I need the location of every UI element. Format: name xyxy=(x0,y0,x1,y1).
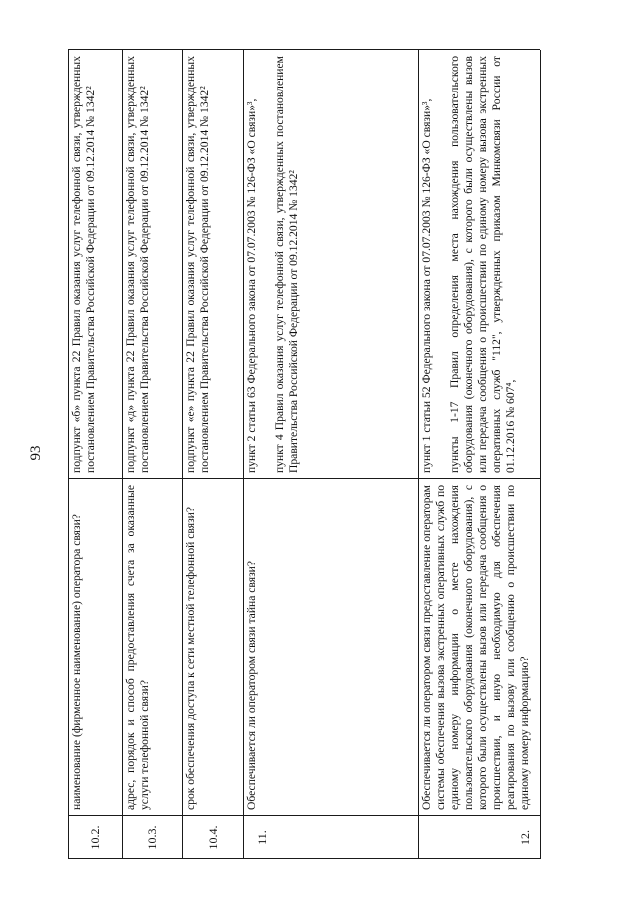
reference-text: подпункт «д» пункта 22 Правил оказания услуг телефонной связи, утвержденных постановлением Правительства Российской Федерации от 09.12.2014 № 1342² xyxy=(124,56,151,473)
reference-text: пункты 1-17 Правил определения места нахождения пользовательского оборудования (оконечного оборудования), с которого были осуществлены вызов или передача сообщения о происшествии по единому номеру вызова экстренных оперативных служб "112", утвержденных приказом Минкомсвязи России от 01.12.2016 № 607⁴, xyxy=(448,56,517,473)
row-reference xyxy=(182,50,243,479)
reference-text: пункт 2 статьи 63 Федерального закона от 07.07.2003 № 126-ФЗ «О связи»³, xyxy=(245,98,258,473)
row-question: срок обеспечения доступа к сети местной телефонной связи? xyxy=(184,506,197,810)
row-number: 12. xyxy=(518,830,532,845)
row-question: адрес, порядок и способ предоставления счета за оказанные услуги телефонной связи? xyxy=(124,485,151,810)
row-question: Обеспечивается ли оператором связи тайна связи? xyxy=(245,560,258,810)
reference-text: подпункт «б» пункта 22 Правил оказания услуг телефонной связи, утвержденных постановлением Правительства Российской Федерации от 09.12.2014 № 1342² xyxy=(70,56,97,473)
reference-text: подпункт «е» пункта 22 Правил оказания услуг телефонной связи, утвержденных постановлением Правительства Российской Федерации от 09.12.2014 № 1342² xyxy=(184,56,211,473)
row-reference xyxy=(122,50,182,479)
row-number: 10.2. xyxy=(88,825,102,850)
row-number: 10.3. xyxy=(145,825,159,850)
row-reference xyxy=(243,50,418,479)
row-question: наименование (фирменное наименование) оператора связи? xyxy=(70,514,83,810)
page-number: 93 xyxy=(28,445,44,461)
row-number: 10.4. xyxy=(205,825,220,850)
requirements-table xyxy=(68,50,540,859)
reference-text: пункт 1 статьи 52 Федерального закона от 07.07.2003 № 126-ФЗ «О связи»³, xyxy=(420,98,433,473)
reference-text: пункт 4 Правил оказания услуг телефонной связи, утвержденных постановлением Правительства Российской Федерации от 09.12.2014 № 1342² xyxy=(273,56,300,473)
row-reference xyxy=(418,50,540,479)
row-reference xyxy=(68,50,122,479)
row-number: 11. xyxy=(255,830,269,845)
row-question: Обеспечивается ли оператором связи предоставление операторам системы обеспечения вызова экстренных оперативных служб по единому номеру информации о месте нахождения пользовательского оборудования (оконечного оборудования), с которого были осуществлены вызов или передача сообщения о происшествии, и иную необходимую для обеспечения реагирования по вызову или сообщению о происшествии по единому номеру информацию? xyxy=(420,485,531,810)
